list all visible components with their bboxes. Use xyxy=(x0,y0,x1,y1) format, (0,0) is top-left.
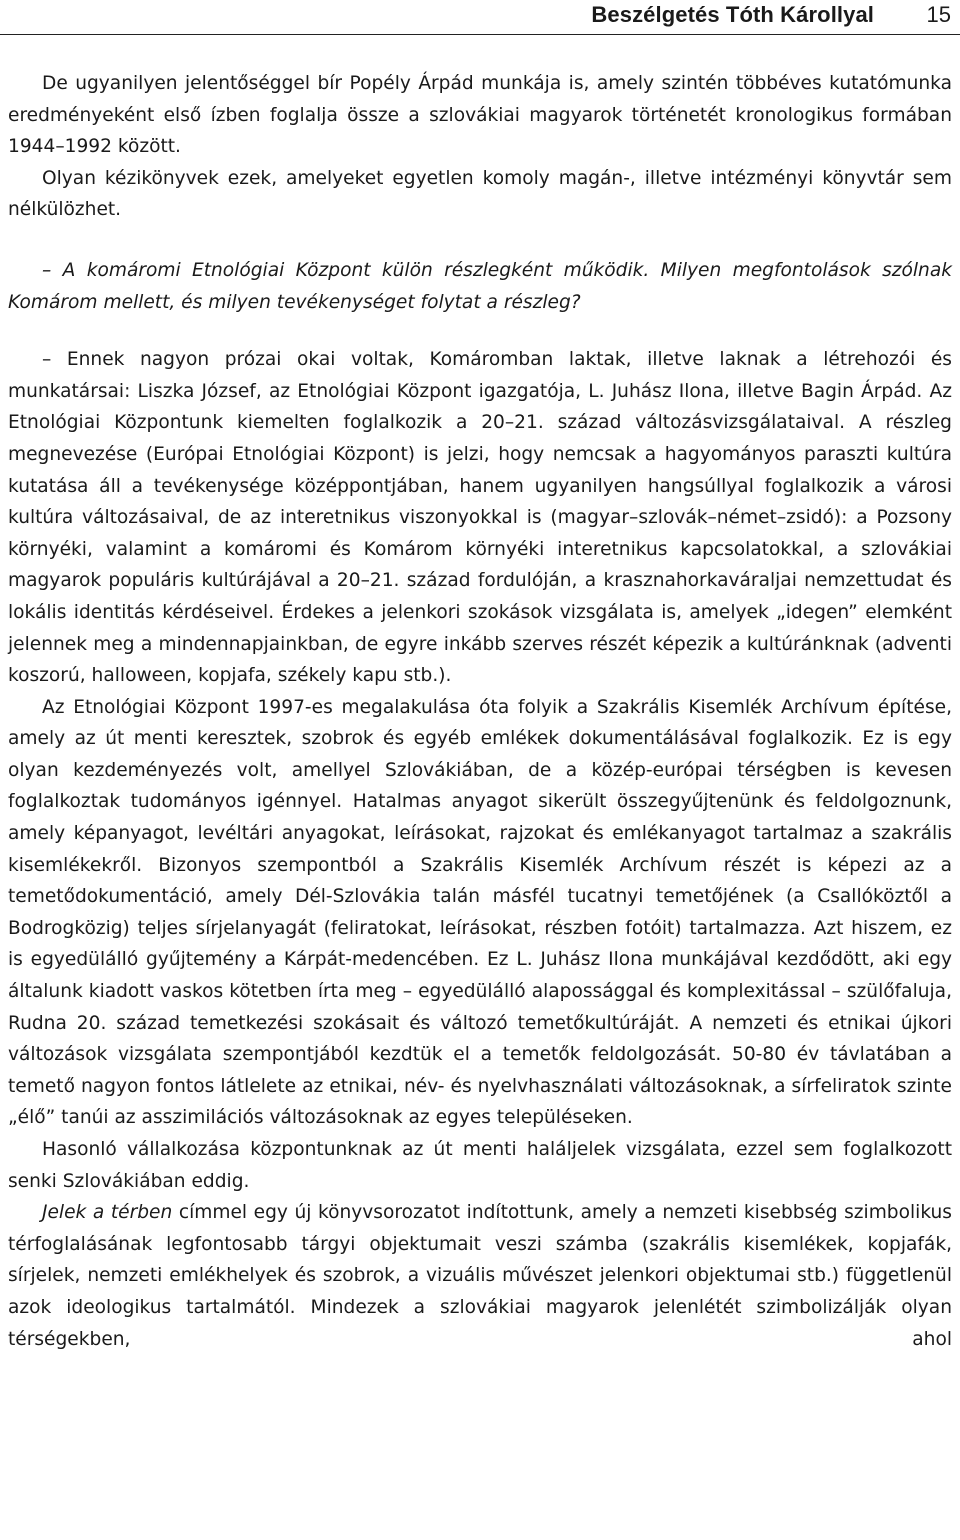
paragraph-text: címmel egy új könyvsorozatot indítottunk, amely a nemzeti kisebbség szimbolikus térfoglalásának legfontosabb tárgyi objektumait veszi számba (szakrális kisemlékek, kopjafák, sírjelek, nemzeti emlékhelyek és szobrok, a vizuális művészet jelenkori objektumai stb.) függetlenül azok ideologikus tartalmától. Mindezek a szlovákiai magyarok jelenlétét szimbolizálják olyan térségekben, ahol xyxy=(8,1202,952,1350)
interview-answer: – Ennek nagyon prózai okai voltak, Komáromban laktak, illetve laknak a létrehozói és munkatársai: Liszka József, az Etnológiai Központ igazgatója, L. Juhász Ilona, illetve Bagin Árpád. Az Etnológiai Központunk kiemelten foglalkozik a 20–21. század változásvizsgálataival. A részleg megnevezése (Európai Etnológiai Központ) is jelzi, hogy nemcsak a hagyományos paraszti kultúra kutatása áll a tevékenysége középpontjában, hanem ugyanilyen hangsúllyal foglalkozik a városi kultúra változásaival, de az interetnikus viszonyokkal is (magyar–szlovák–német–zsidó): a Pozsony környéki, valamint a komáromi és Komárom környéki interetnikus kapcsolatokkal, a szlovákiai magyarok populáris kultúrájával a 20–21. század fordulóján, a krasznahorkaváraljai nemzettudat és lokális identitás kérdéseivel. Érdekes a jelenkori szokások vizsgálata is, amelyek „idegen” elemként jelennek meg a mindennapjainkban, de egyre inkább szerves részét képezik a kultúránknak (adventi koszorú, halloween, kopjafa, székely kapu stb.). xyxy=(8,349,952,687)
interview-question: – A komáromi Etnológiai Központ külön részlegként működik. Milyen megfontolások szólnak Komárom mellett, és milyen tevékenységet folytat a részleg? xyxy=(8,259,952,313)
paragraph: Olyan kézikönyvek ezek, amelyeket egyetlen komoly magán-, illetve intézményi könyvtár sem nélkülözhet. xyxy=(8,167,952,221)
paragraph: Hasonló vállalkozása központunknak az út menti haláljelek vizsgálata, ezzel sem foglalkozott senki Szlovákiában eddig. xyxy=(8,1139,952,1192)
series-title: Jelek a térben xyxy=(42,1202,173,1224)
page-number: 15 xyxy=(926,2,951,27)
paragraph xyxy=(8,1197,952,1355)
header-title: Beszélgetés Tóth Károllyal xyxy=(591,2,874,27)
paragraph: De ugyanilyen jelentőséggel bír Popély Árpád munkája is, amely szintén többéves kutatómunka eredményeként első ízben foglalja össze a szlovákiai magyarok történetét kronologikus formában 1944–1992 között. xyxy=(8,73,952,158)
article-body xyxy=(8,68,952,1355)
running-header xyxy=(0,0,960,35)
paragraph: Az Etnológiai Központ 1997-es megalakulása óta folyik a Szakrális Kisemlék Archívum építése, amely az út menti keresztek, szobrok és egyéb emlékek dokumentálásával foglalkozik. Ez is egy olyan kezdeményezés volt, amellyel Szlovákiában, de a közép-európai térségben is kevesen foglalkoztak tudományos igénnyel. Hatalmas anyagot sikerült összegyűjtenünk és feldolgoznunk, amely képanyagot, levéltári anyagokat, leírásokat, rajzokat és emlékanyagot tartalmaz a szakrális kisemlékekről. Bizonyos szempontból a Szakrális Kisemlék Archívum részét is képezi az a temetődokumentáció, amely Dél-Szlovákia talán másfél tucatnyi temetőjének (a Csallóköztől a Bodrogközig) teljes sírjelanyagát (feliratokat, leírásokat, részben fotóit) tartalmazza. Azt hiszem, ez is egyedülálló gyűjtemény a Kárpát-medencében. Ez L. Juhász Ilona munkájával kezdődött, aki egy általunk kiadott vaskos kötetben írta meg – egyedülálló alapossággal és komplexitással – szülőfaluja, Rudna 20. század temetkezési szokásait és változó temetőkultúráját. A nemzeti és etnikai újkori változások vizsgálata szempontjából kezdtük el a temetők feldolgozását. 50-80 év távlatában a temető nagyon fontos látlelete az etnikai, név- és nyelvhasználati változásoknak, a sírfeliratok szinte „élő” tanúi az asszimilációs változásoknak az egyes településeken. xyxy=(8,696,952,1129)
